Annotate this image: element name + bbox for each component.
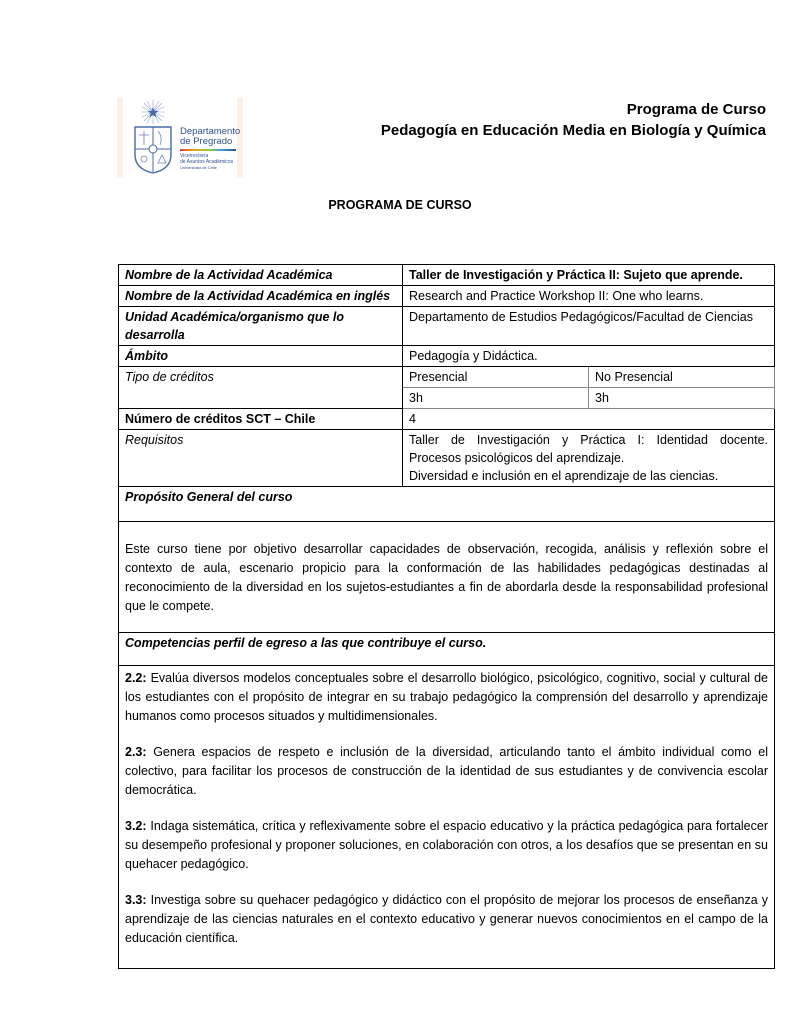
competency-text: Investiga sobre su quehacer pedagógico y didáctico con el propósito de mejorar los procesos de enseñanza y aprendizaje de las ciencias naturales en el contexto educativo y generar nuevos conocimientos en el campo de la educación científica.: [125, 893, 768, 945]
requirements-value: [403, 430, 775, 487]
university-crest-icon: [123, 97, 183, 177]
credit-type-no-presencial-value: 3h: [589, 388, 775, 409]
credit-type-no-presencial-header: No Presencial: [589, 367, 775, 388]
header-program-label: Programa de Curso: [626, 101, 766, 118]
requirement-item: Taller de Investigación y Práctica I: Identidad docente.: [409, 433, 768, 447]
row-credit-type: [119, 367, 775, 388]
department-logo: [117, 97, 243, 177]
page-header: [381, 99, 766, 141]
competency-item: [125, 669, 768, 726]
academic-unit-label: Unidad Académica/organismo que lo desarrolla: [119, 307, 403, 346]
competency-code: 2.2:: [125, 671, 147, 685]
credit-type-presencial-header: Presencial: [403, 367, 589, 388]
competencies-heading: Competencias perfil de egreso a las que contribuye el curso.: [119, 633, 775, 666]
competency-code: 2.3:: [125, 745, 147, 759]
logo-university-name: Universidad de Chile: [180, 165, 217, 170]
row-sct-credits: [119, 409, 775, 430]
logo-department-line2: de Pregrado: [180, 136, 233, 147]
row-scope: [119, 346, 775, 367]
sct-credits-label: Número de créditos SCT – Chile: [119, 409, 403, 430]
requirement-item: Diversidad e inclusión en el aprendizaje de las ciencias.: [409, 469, 719, 483]
row-purpose-text: [119, 522, 775, 633]
row-purpose-heading: [119, 487, 775, 522]
credit-type-label: Tipo de créditos: [119, 367, 403, 409]
logo-color-bar: [180, 149, 236, 151]
row-competencies-heading: [119, 633, 775, 666]
competency-code: 3.2:: [125, 819, 147, 833]
activity-name-label: Nombre de la Actividad Académica: [119, 265, 403, 286]
competency-text: Genera espacios de respeto e inclusión de la diversidad, articulando tanto el ámbito individual como el colectivo, para facilitar los procesos de construcción de la identidad de sus estudiantes y de convivencia escolar democrática.: [125, 745, 768, 797]
scope-label: Ámbito: [119, 346, 403, 367]
competency-item: [125, 891, 768, 948]
document-title: PROGRAMA DE CURSO: [328, 198, 472, 212]
logo-vice-rectorate-line2: de Asuntos Académicos: [180, 159, 234, 165]
row-activity-name: [119, 265, 775, 286]
row-requirements: [119, 430, 775, 487]
sct-credits-value: 4: [403, 409, 775, 430]
academic-unit-value: Departamento de Estudios Pedagógicos/Facultad de Ciencias: [403, 307, 775, 346]
competency-code: 3.3:: [125, 893, 147, 907]
logo-department-line1: Departamento: [180, 126, 241, 137]
scope-value: Pedagogía y Didáctica.: [403, 346, 775, 367]
competency-item: [125, 743, 768, 800]
competency-text: Indaga sistemática, crítica y reflexivamente sobre el espacio educativo y la práctica pedagógica para fortalecer su desempeño profesional y proponer soluciones, en colaboración con otros, a los desafíos que se presentan en su quehacer pedagógico.: [125, 819, 768, 871]
activity-name-en-label: Nombre de la Actividad Académica en inglés: [119, 286, 403, 307]
purpose-cell: [119, 522, 775, 633]
requirements-label: Requisitos: [119, 430, 403, 487]
row-activity-name-en: [119, 286, 775, 307]
row-academic-unit: [119, 307, 775, 346]
activity-name-en-value: Research and Practice Workshop II: One who learns.: [403, 286, 775, 307]
course-program-table: [118, 264, 775, 969]
logo-vice-rectorate-line1: Vicerrectoría: [180, 153, 209, 159]
purpose-heading: Propósito General del curso: [119, 487, 775, 522]
requirement-item: Procesos psicológicos del aprendizaje.: [409, 451, 625, 465]
competency-item: [125, 817, 768, 874]
purpose-text: Este curso tiene por objetivo desarrollar capacidades de observación, recogida, análisis y reflexión sobre el contexto de aula, escenario propicio para la conformación de las habilidades pedagógicas destinadas al reconocimiento de la diversidad en los sujetos-estudiantes a fin de abordarla desde la responsabilidad profesional que le compete.: [125, 542, 768, 613]
activity-name-value: Taller de Investigación y Práctica II: Sujeto que aprende.: [403, 265, 775, 286]
header-degree-name: Pedagogía en Educación Media en Biología y Química: [380, 122, 766, 139]
competencies-cell: [119, 666, 775, 969]
credit-type-presencial-value: 3h: [403, 388, 589, 409]
competency-text: Evalúa diversos modelos conceptuales sobre el desarrollo biológico, psicológico, cognitivo, social y cultural de los estudiantes con el propósito de integrar en su trabajo pedagógico la comprensión del desarrollo y aprendizaje humanos como procesos situados y multidimensionales.: [125, 671, 768, 723]
row-competencies-list: [119, 666, 775, 969]
